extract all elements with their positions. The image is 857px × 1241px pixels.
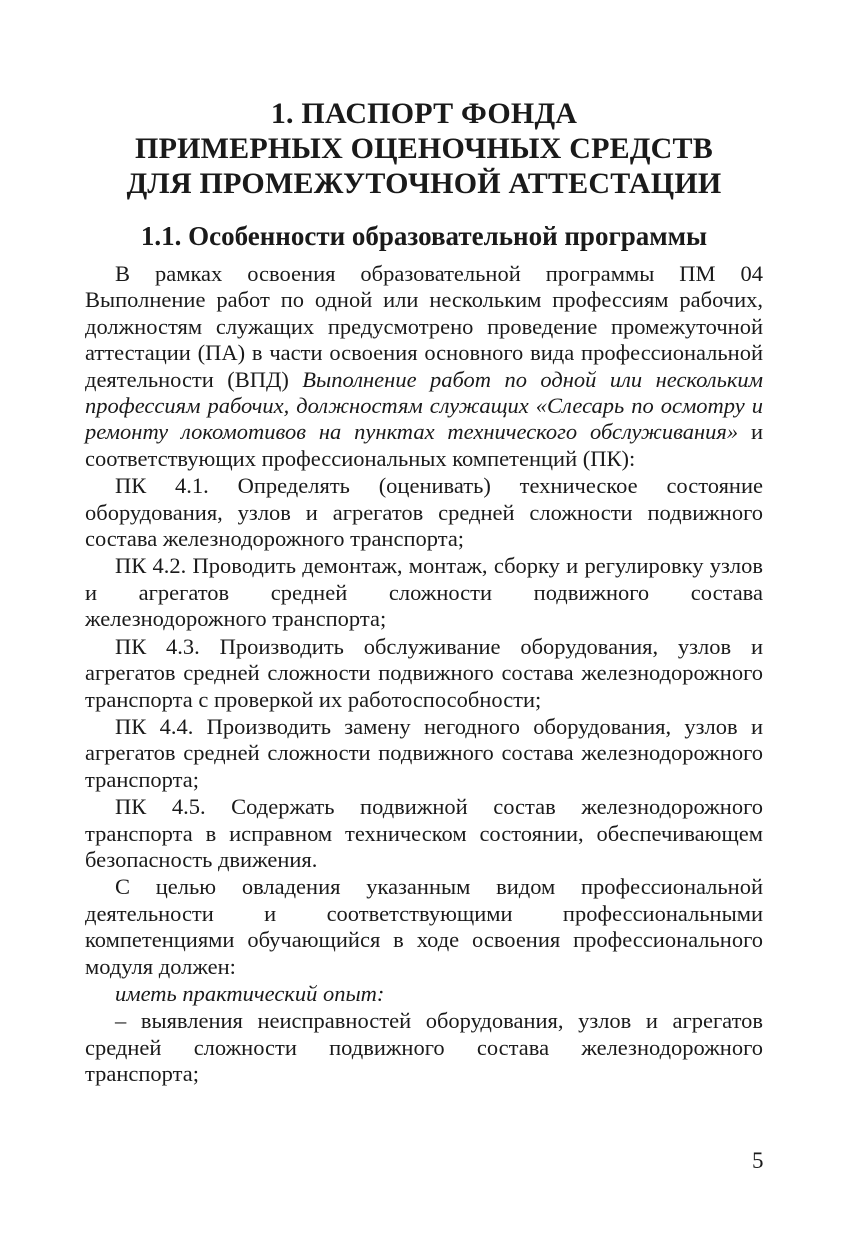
intro-text: В рамках освоения образовательной программы ПМ 04 Выполнение работ по одной или нескольким профессиям рабочих, должностям служащих предусмотрено проведение промежуточной аттестации (ПА) в части освоения основного вида профессиональной деятельности (ВПД) — [85, 261, 763, 392]
section-heading: 1.1. Особенности образовательной программы — [140, 221, 708, 251]
competency-item: ПК 4.1. Определять (оценивать) техническое состояние оборудования, узлов и агрегатов средней сложности подвижного состава железнодорожного транспорта; — [85, 473, 763, 552]
experience-item: – выявления неисправностей оборудования, узлов и агрегатов средней сложности подвижного состава железнодорожного транспорта; — [85, 1008, 763, 1087]
title-line: ПРИМЕРНЫХ ОЦЕНОЧНЫХ СРЕДСТВ — [135, 132, 713, 165]
chapter-title — [85, 96, 763, 201]
competency-item: ПК 4.4. Производить замену негодного оборудования, узлов и агрегатов средней сложности подвижного состава железнодорожного транспорта; — [85, 713, 763, 792]
intro-italic-text: Выполнение работ по одной или нескольким профессиям рабочих, должностям служащих «Слесарь по осмотру и ремонту локомотивов на пунктах технического обслуживания» — [85, 366, 763, 445]
page-content — [85, 96, 763, 1088]
intro-text-end: и соответствующих профессиональных компетенций (ПК): — [85, 419, 763, 471]
competency-item: ПК 4.3. Производить обслуживание оборудования, узлов и агрегатов средней сложности подвижного состава железнодорожного транспорта с проверкой их работоспособности; — [85, 633, 763, 712]
competency-item: ПК 4.5. Содержать подвижной состав железнодорожного транспорта в исправном техническом состоянии, обеспечивающем безопасность движения. — [85, 794, 763, 872]
body-text — [85, 261, 763, 1088]
experience-label: иметь практический опыт: — [115, 980, 385, 1006]
title-line: 1. ПАСПОРТ ФОНДА — [270, 97, 578, 130]
purpose-paragraph: С целью овладения указанным видом профессиональной деятельности и соответствующими профессиональными компетенциями обучающийся в ходе освоения профессионального модуля должен: — [85, 874, 763, 979]
title-line: ДЛЯ ПРОМЕЖУТОЧНОЙ АТТЕСТАЦИИ — [126, 167, 722, 200]
page-number: 5 — [752, 1148, 764, 1173]
competency-item: ПК 4.2. Проводить демонтаж, монтаж, сборку и регулировку узлов и агрегатов средней сложности подвижного состава железнодорожного транспорта; — [85, 553, 763, 632]
intro-paragraph — [85, 261, 763, 472]
